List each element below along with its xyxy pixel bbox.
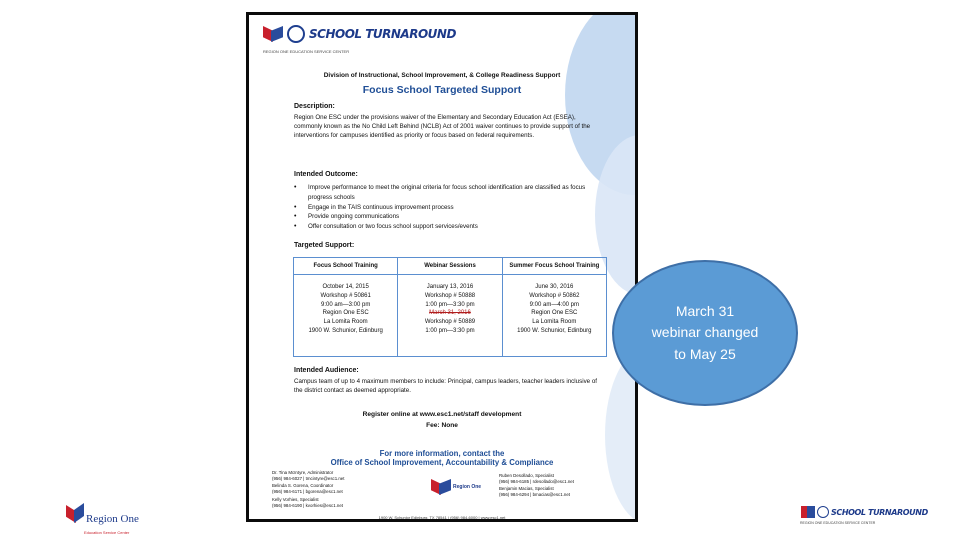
table-cell: 1:00 pm—3:30 pm (425, 301, 475, 308)
outcome-list (294, 183, 604, 232)
table-column (397, 258, 501, 356)
logo-subtitle: REGION ONE EDUCATION SERVICE CENTER (800, 521, 876, 525)
logo-subtitle: Education Service Center (84, 530, 130, 535)
fee-text: Fee: None (426, 422, 458, 429)
school-turnaround-corner-logo (801, 506, 928, 518)
table-cell: Workshop # 50888 (424, 292, 476, 299)
column-header: Webinar Sessions (398, 258, 501, 275)
table-cell: Workshop # 50861 (320, 292, 371, 299)
table-column (294, 258, 397, 356)
table-cell: Workshop # 50862 (529, 292, 580, 299)
texas-flag-icon (66, 503, 84, 525)
table-cell: Workshop # 50889 (424, 319, 476, 326)
contact-detail: (956) 984-6185 | rdesollado@esc1.net (499, 478, 574, 484)
texas-flag-icon (431, 479, 451, 495)
audience-heading: Intended Audience: (294, 367, 359, 374)
region-one-corner-logo (66, 503, 139, 525)
audience-body: Campus team of up to 4 maximum members to include: Principal, campus leaders, teacher leaders inclusive of the district contact as deemed appropriate. (294, 378, 597, 394)
contact-name: Kelly Vorhies, Specialist (272, 496, 319, 502)
logo-circle-icon (287, 25, 305, 43)
register-link: Register online at www.esc1.net/staff development (362, 411, 522, 418)
column-header: Summer Focus School Training (503, 258, 606, 275)
table-column (502, 258, 606, 356)
table-cell: 1900 W. Schunior, Edinburg (517, 327, 592, 334)
table-cell: 9:00 am—4:00 pm (529, 301, 579, 308)
table-cell: Region One ESC (531, 310, 578, 317)
column-header: Focus School Training (294, 258, 397, 275)
support-heading: Targeted Support: (294, 242, 355, 249)
list-item: • Improve performance to meet the original criteria for focus school identification are classified as focus progress schools (294, 183, 604, 203)
table-cell: 9:00 am—3:00 pm (320, 301, 371, 308)
flyer-title: Focus School Targeted Support (362, 84, 522, 96)
texas-flag-icon (801, 506, 815, 518)
region-one-logo (431, 479, 481, 495)
contact-detail: (956) 984-6190 | kvorhies@esc1.net (272, 502, 344, 508)
logo-subtitle: REGION ONE EDUCATION SERVICE CENTER (263, 49, 350, 54)
table-cell: 1:00 pm—3:30 pm (425, 327, 475, 334)
texas-flag-icon (263, 26, 283, 42)
contact-name: Dr. Tina McIntyre, Administrator (272, 470, 334, 475)
school-turnaround-logo (263, 25, 456, 43)
contact-detail: (956) 984-6294 | bmacias@esc1.net (499, 492, 571, 498)
list-item: • Engage in the TAIS continuous improvement process (294, 203, 604, 213)
contacts-left (272, 470, 344, 510)
contact-name: Belinda S. Gorena, Coordinator (272, 483, 334, 489)
division-heading: Division of Instructional, School Improvement, & College Readiness Support (323, 72, 561, 79)
info-line: For more information, contact the (379, 449, 505, 458)
logo-text: SCHOOL TURNAROUND (831, 507, 928, 517)
table-cell: January 13, 2016 (426, 284, 474, 290)
description-body: Region One ESC under the provisions waiver of the Elementary and Secondary Education Act (ESEA), commonly known as the No Child Left Behind (NCLB) Act of 2001 waiver continues to provide support of the interventions for campuses identified as priority or focus based on federal requirements. (294, 114, 591, 139)
table-cell: Region One ESC (322, 310, 369, 317)
contacts-right (499, 473, 574, 500)
table-cell: October 14, 2015 (322, 284, 369, 290)
table-cell: La Lomita Room (323, 319, 368, 326)
info-line: Office of School Improvement, Accountability & Compliance (330, 458, 554, 467)
list-item: • Offer consultation or two focus school support services/events (294, 222, 604, 232)
table-cell: 1900 W. Schunior, Edinburg (308, 327, 383, 334)
outcome-heading: Intended Outcome: (294, 171, 358, 178)
contact-heading (249, 449, 635, 467)
register-info (249, 409, 635, 431)
callout-bubble (612, 260, 798, 406)
struck-date: March 31, 2016 (429, 310, 471, 317)
description-heading: Description: (294, 103, 335, 110)
logo-circle-icon (817, 506, 829, 518)
flyer-footer: 1900 W. Schunior Edinburg, TX 78541 | (956) 984-6000 | www.esc1.net (378, 515, 506, 520)
contact-name: Benjamin Macias, Specialist (499, 486, 554, 492)
logo-text: Region One (86, 513, 139, 525)
logo-text: SCHOOL TURNAROUND (309, 27, 456, 41)
table-cell: La Lomita Room (532, 319, 577, 326)
contact-name: Ruben Desollado, Specialist (499, 473, 554, 478)
contact-detail: (956) 984-6027 | tmcintyre@esc1.net (272, 475, 345, 481)
callout-text: March 31 webinar changed to May 25 (651, 302, 759, 362)
flyer-document (246, 12, 638, 522)
contact-detail: (956) 984-6171 | bgorena@esc1.net (272, 489, 343, 495)
table-cell: June 30, 2016 (535, 284, 574, 290)
support-table (293, 257, 607, 357)
list-item: • Provide ongoing communications (294, 212, 604, 222)
logo-text: Region One (453, 484, 482, 490)
